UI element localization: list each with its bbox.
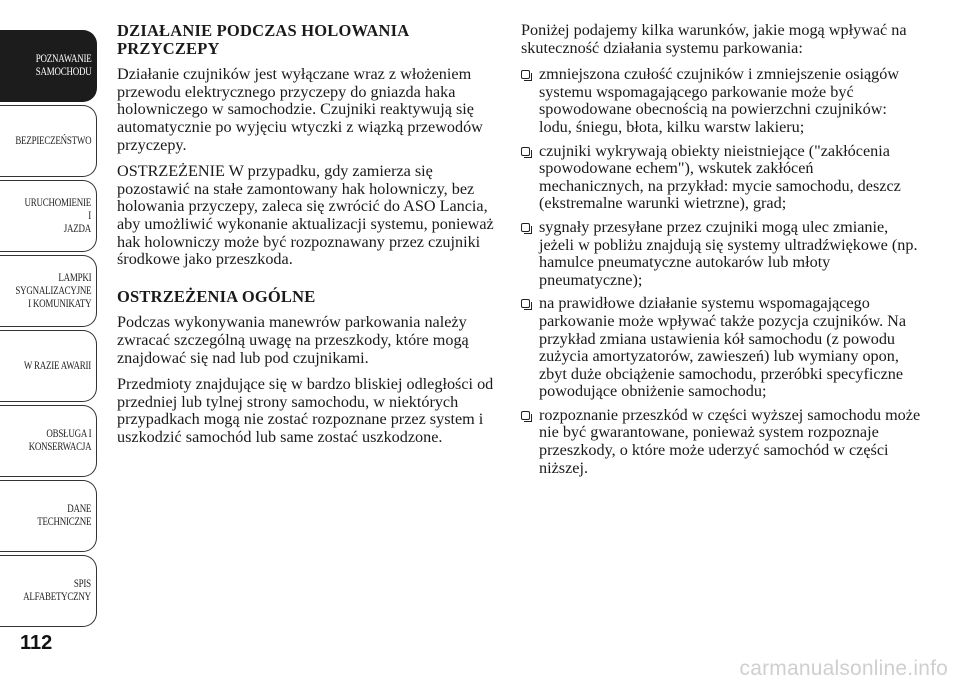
tab-dane-techniczne[interactable] [0, 480, 97, 552]
checkbox-bullet-icon [521, 411, 530, 420]
tab-spis-alfabetyczny[interactable] [0, 555, 97, 627]
tab-label: POZNAWANIE SAMOCHODU [35, 53, 91, 78]
tab-label: LAMPKI SYGNALIZACYJNE I KOMUNIKATY [15, 271, 91, 310]
list-item [521, 219, 921, 289]
intro-paragraph: Poniżej podajemy kilka warunków, jakie mogą wpływać na skuteczność działania systemu parkowania: [521, 21, 907, 57]
list-item [521, 407, 921, 477]
tab-label: URUCHOMIENIE I JAZDA [24, 196, 92, 235]
tab-w-razie-awarii[interactable] [0, 330, 97, 402]
warning-paragraph: OSTRZEŻENIE W przypadku, gdy zamierza się pozostawić na stałe zamontowany hak holowniczy, bez holowania przyczepy, zaleca się zwrócić do ASO Lancia, aby umożliwić wykonanie aktualizacji systemu, ponieważ hak holowniczy może być rozpoznawany przez czujniki środkowe jako przeszkoda. [117, 162, 494, 269]
paragraph: Działanie czujników jest wyłączane wraz z włożeniem przewodu elektrycznego przyczepy do gniazda haka holowniczego w samochodzie. Czujniki reaktywują się automatycznie po wyjęciu wtyczki z wiązką przewodów przyczepy. [117, 65, 483, 154]
tab-poznawanie-samochodu[interactable] [0, 30, 97, 102]
list-item-text: zmniejszona czułość czujników i zmniejszenie osiągów systemu wspomagającego parkowanie może być spowodowane obecnością na powierzchni czujników: lodu, śniegu, błota, kilku warstw lakieru; [539, 65, 900, 136]
checkbox-bullet-icon [521, 147, 530, 156]
section-heading-towing: DZIAŁANIE PODCZAS HOLOWANIA PRZYCZEPY [117, 21, 409, 58]
tab-label: SPIS ALFABETYCZNY [23, 578, 91, 603]
checkbox-bullet-icon [521, 70, 530, 79]
tab-lampki-sygnalizacyjne[interactable] [0, 255, 97, 327]
list-item-text: sygnały przesyłane przez czujniki mogą ulec zmianie, jeżeli w pobliżu znajdują się systemy ultradźwiękowe (np. hamulce pneumatyczne autokarów lub młoty pneumatyczne); [539, 217, 918, 289]
tab-label: OBSŁUGA I KONSERWACJA [28, 428, 91, 453]
watermark-text: carmanualsonline.info [739, 657, 948, 680]
list-item-text: rozpoznanie przeszkód w części wyższej samochodu może nie być gwarantowane, ponieważ system rozpoznaje przeszkody, o które może uderzyć samochód w części niższej. [539, 405, 921, 477]
left-column [117, 22, 502, 455]
conditions-list [521, 66, 921, 477]
paragraph: Przedmioty znajdujące się w bardzo bliskiej odległości od przedniej lub tylnej strony samochodu, w niektórych przypadkach mogą nie zostać rozpoznane przez system i uszkodzić samochód lub same zostać uszkodzone. [117, 375, 494, 446]
paragraph: Podczas wykonywania manewrów parkowania należy zwracać szczególną uwagę na przeszkody, które mogą znajdować się nad lub pod czujnikami. [117, 313, 469, 367]
section-heading-general-warnings: OSTRZEŻENIA OGÓLNE [117, 286, 316, 306]
list-item-text: czujniki wykrywają obiekty nieistniejące ("zakłócenia spowodowane echem"), wskutek zakłóceń mechanicznych, na przykład: mycie samochodu, deszcz (ekstremalne warunki wietrzne), grad; [539, 141, 901, 213]
tab-uruchomienie-i-jazda[interactable] [0, 180, 97, 252]
tab-label: DANE TECHNICZNE [37, 503, 91, 528]
checkbox-bullet-icon [521, 299, 530, 308]
tab-obsluga-i-konserwacja[interactable] [0, 405, 97, 477]
tab-label: BEZPIECZEŃSTWO [15, 134, 91, 147]
tab-bezpieczenstwo[interactable] [0, 105, 97, 177]
list-item-text: na prawidłowe działanie systemu wspomagającego parkowanie może wpływać także pozycja czujników. Na przykład zmiana ustawienia kół samochodu (z powodu zużycia amortyzatorów, zawieszeń) lub wymiany opon, zbyt duże obciążenie samochodu, przeróbki specyficzne powodujące obniżenie samochodu; [539, 294, 907, 401]
checkbox-bullet-icon [521, 223, 530, 232]
right-column [521, 22, 921, 483]
tab-label: W RAZIE AWARII [23, 359, 91, 372]
chapter-tabs [0, 0, 100, 686]
list-item [521, 143, 921, 213]
list-item [521, 295, 921, 401]
page-number: 112 [20, 632, 53, 654]
list-item [521, 66, 921, 136]
